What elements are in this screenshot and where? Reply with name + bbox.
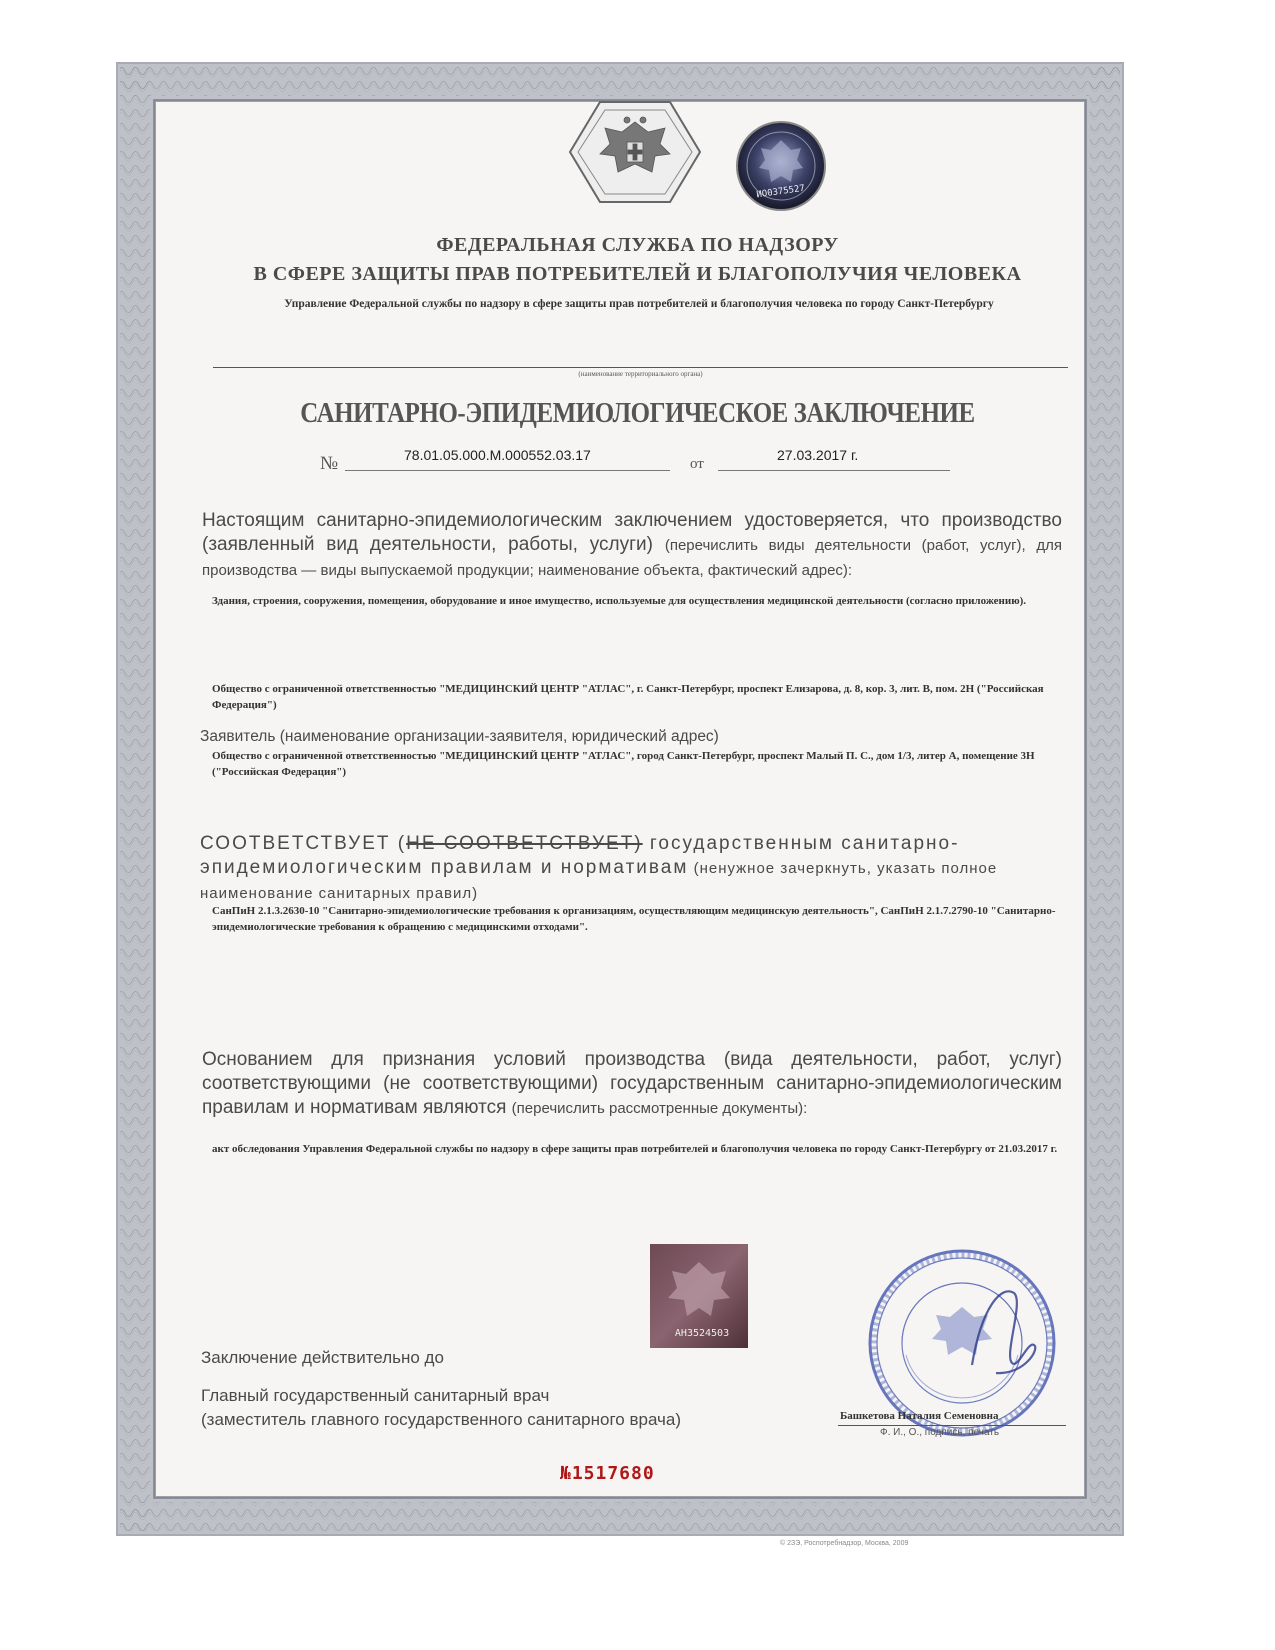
hologram-sticker-icon [650, 1244, 748, 1348]
signer-name: Башкетова Наталия Семеновна [840, 1410, 999, 1422]
activity-text: Настоящим санитарно-эпидемиологическим заключением удостоверяется, что производство (заявленный вид деятельности, работы, услуги) [202, 510, 1062, 555]
compliance-text: государственным санитарно-эпидемиологическим правилам и нормативам [200, 833, 960, 878]
hologram-bottom-serial: АН3524503 [674, 1328, 730, 1339]
number-underline [345, 470, 670, 471]
chief-title: Главный государственный санитарный врач [201, 1386, 550, 1405]
date-label: от [690, 456, 704, 472]
signer-underline [838, 1425, 1066, 1426]
applicant-value: Общество с ограниченной ответственностью "МЕДИЦИНСКИЙ ЦЕНТР "АТЛАС", город Санкт-Петербург, проспект Малый П. С., дом 1/3, литер А, помещение 3Н ("Российская Федерация") [212, 750, 1035, 778]
compliance-section [200, 832, 1064, 906]
footer-imprint: © 2ЗЭ, Роспотребнадзор, Москва, 2009 [780, 1540, 909, 1547]
basis-section [202, 1048, 1062, 1121]
territorial-caption: (наименование территориального органа) [578, 370, 703, 378]
signature-caption: Ф. И., О., подпись, печать [880, 1427, 1000, 1438]
header-line-2: В СФЕРЕ ЗАЩИТЫ ПРАВ ПОТРЕБИТЕЛЕЙ И БЛАГОПОЛУЧИЯ ЧЕЛОВЕКА [253, 263, 1022, 285]
not-complies-text: НЕ СООТВЕТСТВУЕТ) [406, 833, 643, 854]
header-line-1: ФЕДЕРАЛЬНАЯ СЛУЖБА ПО НАДЗОРУ [436, 234, 839, 256]
form-serial-number: №1517680 [560, 1463, 655, 1484]
emblem-icon [560, 92, 710, 212]
document-title: САНИТАРНО-ЭПИДЕМИОЛОГИЧЕСКОЕ ЗАКЛЮЧЕНИЕ [300, 397, 975, 429]
applicant-label: Заявитель (наименование организации-заявителя, юридический адрес) [200, 728, 719, 745]
basis-documents: акт обследования Управления Федеральной службы по надзору в сфере защиты прав потребителей и благополучия человека по городу Санкт-Петербургу от 21.03.2017 г. [212, 1143, 1058, 1155]
chief-deputy-title: (заместитель главного государственного санитарного врача) [201, 1410, 681, 1429]
hologram-top-serial: ИО0375527 [755, 183, 806, 201]
activity-objects: Здания, строения, сооружения, помещения, оборудование и иное имущество, используемые для осуществления медицинской деятельности (согласно приложению). [212, 595, 1027, 607]
activity-section [202, 509, 1062, 583]
activity-address: Общество с ограниченной ответственностью "МЕДИЦИНСКИЙ ЦЕНТР "АТЛАС", г. Санкт-Петербург, проспект Елизарова, д. 8, кор. 3, лит. В, пом. 2Н ("Российская Федерация") [212, 683, 1044, 711]
territorial-body: Управление Федеральной службы по надзору в сфере защиты прав потребителей и благополучия человека по городу Санкт-Петербургу [284, 298, 994, 310]
territorial-divider [213, 367, 1068, 368]
sanitary-rules: СанПиН 2.1.3.2630-10 "Санитарно-эпидемиологические требования к организациям, осуществляющим медицинскую деятельность", СанПиН 2.1.7.2790-10 "Санитарно-эпидемиологические требования к обращению с медицинскими отходами". [212, 905, 1056, 933]
certificate-number: 78.01.05.000.М.000552.03.17 [404, 447, 591, 463]
hologram-icon [735, 120, 827, 212]
compliance-hint: (ненужное зачеркнуть, указать полное наименование санитарных правил) [200, 860, 998, 902]
certificate-date: 27.03.2017 г. [777, 447, 859, 463]
complies-text: СООТВЕТСТВУЕТ ( [200, 833, 407, 854]
basis-hint: (перечислить рассмотренные документы): [511, 1100, 808, 1117]
basis-text: Основанием для признания условий производства (вида деятельности, работ, услуг) соответствующими (не соответствующими) государственным санитарно-эпидемиологическим правилам и нормативам являются [202, 1049, 1062, 1118]
validity-label: Заключение действительно до [201, 1348, 444, 1367]
date-underline [718, 470, 950, 471]
number-label: № [320, 453, 339, 474]
activity-hint: (перечислить виды деятельности (работ, услуг), для производства — виды выпускаемой продукции; наименование объекта, фактический адрес): [202, 537, 1063, 579]
